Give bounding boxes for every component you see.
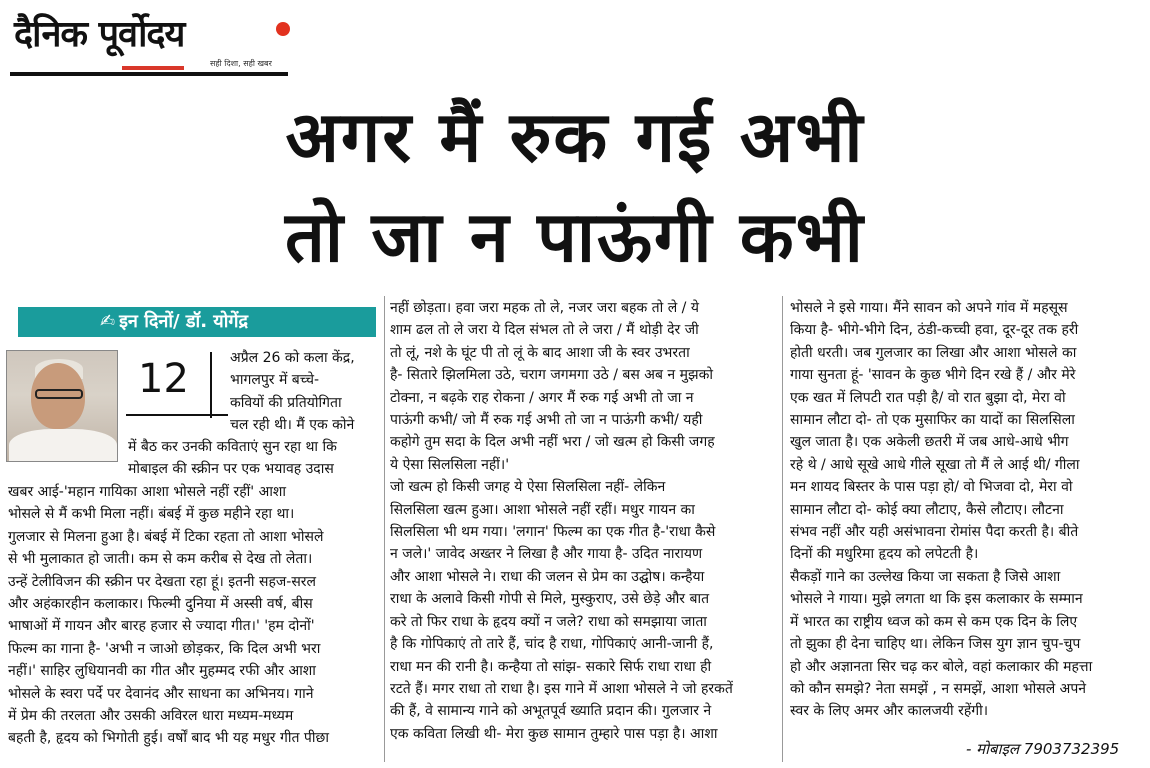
headline-line-2: तो जा न पाऊंगी कभी (285, 196, 865, 278)
text-line: और अहंकारहीन कलाकार। फिल्मी दुनिया में अस्सी वर्ष, बीस (8, 596, 313, 613)
text-line: भोसले के स्वरा पर्दे पर देवानंद और साधना का अभिनय। गाने (8, 685, 314, 702)
text-line: है- सितारे झिलमिला उठे, चराग जगमगा उठे / बस अब न मुझको (390, 367, 713, 384)
text-line: कवियों की प्रतियोगिता (230, 394, 342, 411)
text-line: उन्हें टेलीविजन की स्क्रीन पर देखता रहा हूं। इतनी सहज-सरल (8, 573, 317, 590)
text-line: तो लूं, नशे के घूंट पी तो लूं के बाद आशा जी के स्वर उभरता (390, 344, 690, 361)
date-dropcap (126, 352, 228, 418)
masthead (10, 8, 290, 74)
text-line: और आशा भोसले ने। राधा की जलन से प्रेम का उद्घोष। कन्हैया (390, 568, 705, 585)
masthead-red-rule (122, 66, 184, 70)
text-line: को कौन समझे? नेता समझें , न समझें, आशा भोसले अपने (790, 680, 1087, 697)
column-divider (782, 296, 783, 762)
text-line: खबर आई-'महान गायिका आशा भोसले नहीं रहीं' आशा (8, 484, 287, 500)
text-line: भोसले ने इसे गाया। मैंने सावन को अपने गांव में महसूस (790, 300, 1068, 316)
pen-icon: ✍ (100, 311, 116, 332)
text-line: पाऊंगी कभी/ जो मैं रुक गई अभी तो जा न पाऊंगी कभी/ यही (390, 412, 703, 429)
article-column-1-top (230, 347, 378, 437)
text-line: स्वर के लिए अमर और कालजयी रहेंगी। (790, 703, 989, 720)
logo-dot-icon (276, 22, 290, 36)
text-line: में बैठ कर उनकी कविताएं सुन रहा था कि (128, 439, 337, 455)
text-line: शाम ढल तो ले जरा ये दिल संभल तो ले जरा / मैं थोड़ी देर जी (390, 322, 699, 339)
text-line: में प्रेम की तरलता और उसकी अविरल धारा मध्यम-मध्यम (8, 708, 294, 725)
text-line: राधा मन की रानी है। कन्हैया तो सांझ- सकारे सिर्फ राधा राधा ही (390, 658, 712, 675)
text-line: होती धरती। जब गुलजार का लिखा और आशा भोसले का (790, 344, 1077, 361)
text-line: कहोगे तुम सदा के दिल अभी नहीं भरा / जो खत्म हो किसी जगह (390, 434, 715, 451)
column-divider (384, 296, 385, 762)
text-line: से भी मुलाकात हो जाती। कम से कम करीब से देख तो लेता। (8, 551, 313, 568)
text-line: हो और अज्ञानता सिर चढ़ कर बोले, वहां कलाकार की महत्ता (790, 658, 1093, 675)
text-line: करे तो फिर राधा के हृदय क्यों न जले? राधा को समझाया जाता (390, 613, 707, 630)
text-line: अप्रैल 26 को कला केंद्र, (230, 350, 355, 366)
text-line: है कि गोपिकाएं तो तारे हैं, चांद है राधा, गोपिकाएं आनी-जानी हैं, (390, 636, 714, 653)
text-line: राधा के अलावे किसी गोपी से मिले, मुस्कुराए, उसे छेड़े और बात (390, 591, 710, 608)
text-line: भागलपुर में बच्चे- (230, 372, 320, 389)
text-line: नहीं छोड़ता। हवा जरा महक तो ले, नजर जरा बहक तो ले / ये (390, 300, 699, 316)
column-label-bar (18, 307, 376, 337)
text-line: ये ऐसा सिलसिला नहीं।' (390, 456, 510, 473)
text-line: फिल्म का गाना है- 'अभी न जाओ छोड़कर, कि दिल अभी भरा (8, 640, 321, 657)
text-line: सामान लौटा दो- तो एक मुसाफिर का यादों का सिलसिला (790, 412, 1075, 429)
article-column-1-mid (128, 436, 378, 481)
text-line: खुल जाता है। एक अकेली छतरी में जब आधे-आधे भीग (790, 434, 1069, 451)
text-line: सैकड़ों गाने का उल्लेख किया जा सकता है जिसे आशा (790, 568, 1061, 585)
text-line: बहती है, हृदय को भिगोती हुई। वर्षों बाद भी यह मधुर गीत पीछा (8, 730, 329, 747)
text-line: मोबाइल की स्क्रीन पर एक भयावह उदास (128, 461, 334, 478)
author-signoff: - मोबाइल 7903732395 (966, 740, 1120, 758)
masthead-tagline: सही दिशा, सही खबर (210, 59, 272, 68)
text-line: संभव नहीं और यही असंभावना रोमांस पैदा करती है। बीते (790, 524, 1079, 541)
article-column-3 (790, 297, 1142, 723)
text-line: भोसले ने गाया। मुझे लगता था कि इस कलाकार के सम्मान (790, 591, 1083, 608)
headline-line-1: अगर मैं रुक गई अभी (285, 96, 865, 178)
text-line: की हैं, वे सामान्य गाने को अभूतपूर्व ख्याति प्रदान की। गुलजार ने (390, 703, 712, 720)
text-line: चल रही थी। मैं एक कोने (230, 417, 355, 434)
text-line: भोसले से मैं कभी मिला नहीं। बंबई में कुछ महीने रहा था। (8, 506, 295, 523)
text-line: एक खत में लिपटी रात पड़ी है/ वो रात बुझा दो, मेरा वो (790, 389, 1066, 406)
text-line: किया है- भीगे-भीगे दिन, ठंडी-कच्ची हवा, दूर-दूर तक हरी (790, 322, 1079, 339)
article-column-1 (8, 481, 378, 750)
text-line: जो खत्म हो किसी जगह ये ऐसा सिलसिला नहीं- लेकिन (390, 479, 666, 496)
column-label: इन दिनों/ डॉ. योगेंद्र (119, 311, 249, 332)
text-line: सामान लौटा दो- कोई क्या लौटाए, कैसे लौटाए। लौटना (790, 501, 1064, 518)
text-line: सिलसिला खत्म हुआ। आशा भोसले नहीं रहीं। मधुर गायन का (390, 501, 695, 518)
text-line: न जले।' जावेद अख्तर ने लिखा है और गाया है- उदित नारायण (390, 546, 703, 563)
text-line: टोक्ना, न बढ़के राह रोकना / अगर मैं रुक गई अभी तो जा न (390, 389, 694, 406)
article-column-2 (390, 297, 772, 745)
text-line: गुलजार से मिलना हुआ है। बंबई में टिका रहता तो आशा भोसले (8, 528, 324, 545)
text-line: भाषाओं में गायन और बारह हजार से ज्यादा गीत।' 'हम दोनों' (8, 618, 315, 635)
author-photo (6, 350, 118, 462)
text-line: मन शायद बिस्तर के पास पड़ा हो/ वो भिजवा दो, मेरा वो (790, 479, 1073, 496)
text-line: सिलसिला भी थम गया। 'लगान' फिल्म का एक गीत है-'राधा कैसे (390, 524, 716, 541)
text-line: रटते हैं। मगर राधा तो राधा है। इस गाने में आशा भोसले ने जो हरकतें (390, 680, 733, 697)
text-line: रहे थे / आधे सूखे आधे गीले सूखा तो मैं ले आई थी/ गीला (790, 456, 1080, 473)
dropcap-number: 12 (138, 356, 189, 402)
text-line: गाया सुनता हूं- 'सावन के कुछ भीगे दिन रखे हैं / और मेरे (790, 367, 1076, 384)
text-line: एक कविता लिखी थी- मेरा कुछ सामान तुम्हारे पास पड़ा है। आशा (390, 725, 718, 742)
masthead-logo-text: दैनिक पूर्वोदय (14, 14, 185, 55)
text-line: नहीं।' साहिर लुधियानवी का गीत और मुहम्मद रफी और आशा (8, 663, 316, 680)
text-line: तो झुका ही देना चाहिए था। लेकिन जिस युग ज्ञान चुप-चुप (790, 636, 1081, 653)
text-line: में भारत का राष्ट्रीय ध्वज को कम से कम एक दिन के लिए (790, 613, 1078, 630)
masthead-rule (10, 72, 288, 76)
text-line: दिनों की मधुरिमा हृदय को लपेटती है। (790, 546, 979, 563)
